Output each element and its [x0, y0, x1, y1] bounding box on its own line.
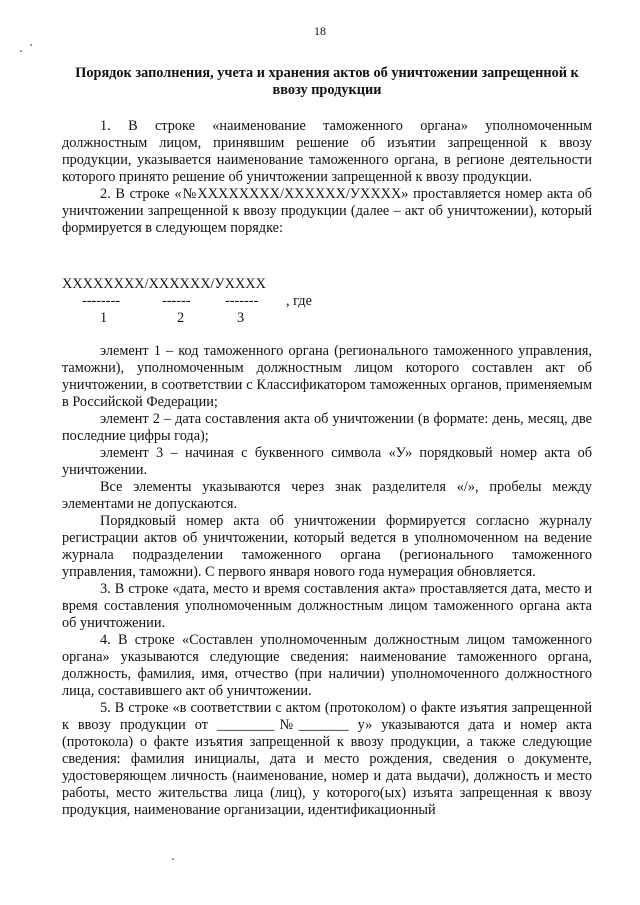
dash-element-1: -------- [82, 293, 121, 309]
body-block-top [62, 118, 592, 237]
format-where: , где [286, 293, 312, 309]
body-block-bottom [62, 343, 592, 819]
format-dash-row [62, 293, 362, 310]
document-title: Порядок заполнения, учета и хранения актов об уничтожении запрещенной к ввозу продукции [75, 65, 579, 98]
paragraph-1: 1. В строке «наименование таможенного органа» уполномоченным должностным лицом, принявшим решение об изъятии запрещенной к ввозу продукции, указывается наименование таможенного органа, в регионе деятельности которого принято решение об уничтожении запрещенной к ввозу продукции. [62, 118, 592, 185]
dash-element-2: ------ [162, 293, 191, 309]
format-code-row [62, 276, 362, 293]
act-number-format [62, 276, 362, 327]
paragraph-element-2: элемент 2 – дата составления акта об уничтожении (в формате: день, месяц, две последние цифры года); [62, 411, 592, 444]
paragraph-element-1: элемент 1 – код таможенного органа (регионального таможенного управления, таможни), уполномоченным должностным лицом которого составлен акт об уничтожении, в соответствии с Классификатором таможенных органов, применяемым в Российской Федерации; [62, 343, 592, 410]
paragraph-element-3: элемент 3 – начиная с буквенного символа «У» порядковый номер акта об уничтожении. [62, 445, 592, 478]
paragraph-2: 2. В строке «№XXXXXXXX/XXXXXX/УXXXX» проставляется номер акта об уничтожении запрещенной к ввозу продукции (далее – акт об уничтожении), который формируется в следующем порядке: [62, 186, 592, 236]
paragraph-4: 4. В строке «Составлен уполномоченным должностным лицом таможенного органа» указываются следующие сведения: наименование таможенного органа, должность, фамилия, имя, отчество (при наличии) уполномоченного должностного лица, составившего акт об уничтожении. [62, 632, 592, 699]
paragraph-separator: Все элементы указываются через знак разделителя «/», пробелы между элементами не допускаются. [62, 479, 592, 512]
paragraph-journal: Порядковый номер акта об уничтожении формируется согласно журналу регистрации актов об уничтожении, который ведется в уполномоченном на ведение журнала подразделении таможенного органа (регионального таможенного управления, таможни). С первого января нового года нумерация обновляется. [62, 513, 592, 580]
format-number-row [62, 310, 362, 327]
format-code: XXXXXXXX/XXXXXX/УXXXX [62, 276, 266, 292]
scan-speck [172, 858, 174, 860]
scan-speck [20, 50, 22, 52]
element-number-2: 2 [177, 310, 185, 326]
element-number-3: 3 [237, 310, 245, 326]
paragraph-5: 5. В строке «в соответствии с актом (протоколом) о факте изъятия запрещенной к ввозу продукции от ________№_______ у» указываются дата и номер акта (протокола) о факте изъятия запрещенной к ввозу продукции, а также следующие сведения: фамилия инициалы, дата и место рождения, сведения о документе, удостоверяющем личность (наименование, номер и дата выдачи), должность и место работы, место жительства лица (лиц), у которого(ых) изъята запрещенная к ввозу продукция, наименование организации, идентификационный [62, 700, 592, 818]
element-number-1: 1 [100, 310, 108, 326]
page-number: 18 [314, 24, 326, 38]
scan-speck [30, 44, 32, 46]
paragraph-3: 3. В строке «дата, место и время составления акта» проставляется дата, место и время составления уполномоченным должностным лицом таможенного органа акта об уничтожении. [62, 581, 592, 631]
dash-element-3: ------- [225, 293, 259, 309]
